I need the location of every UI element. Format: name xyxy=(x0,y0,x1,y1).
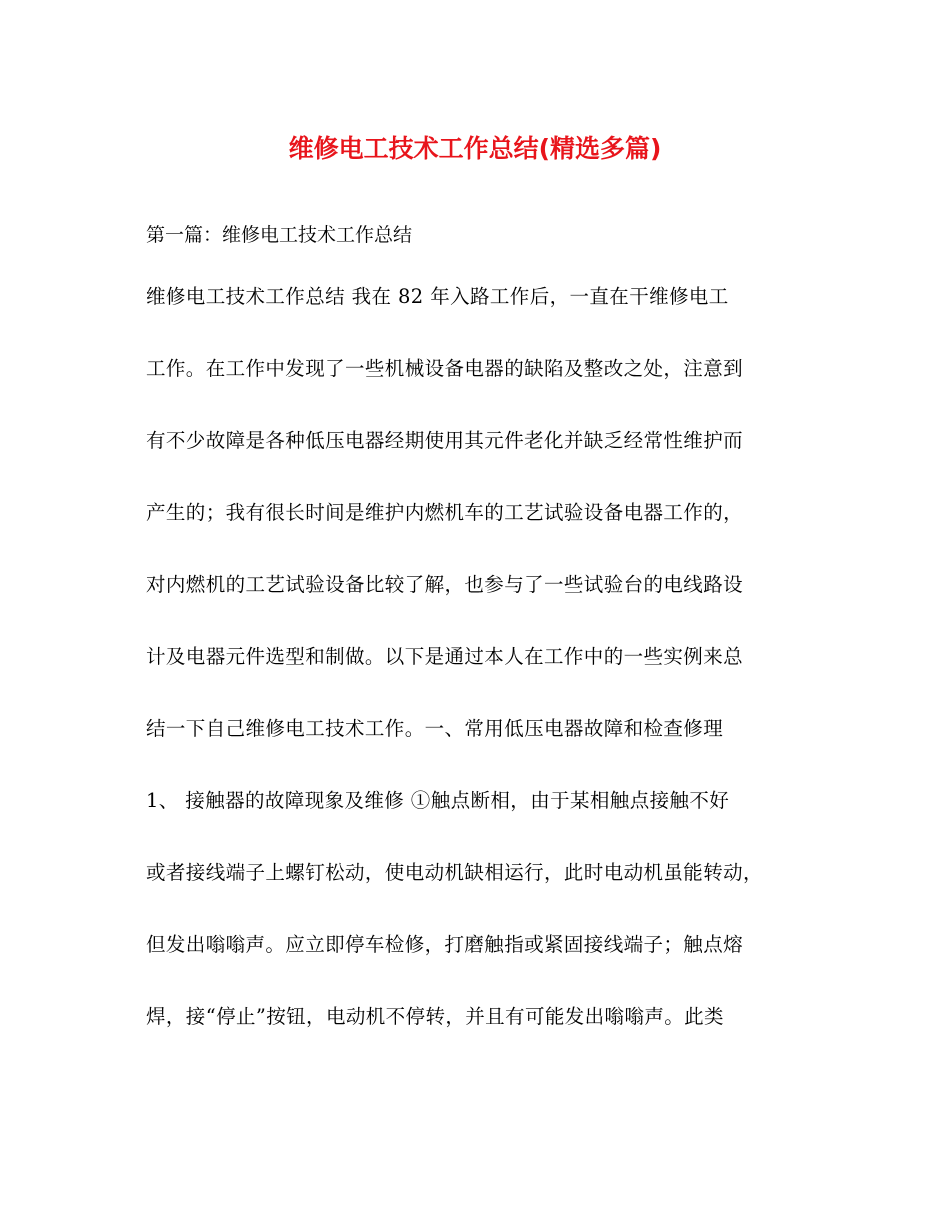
body-line: 有不少故障是各种低压电器经期使用其元件老化并缺乏经常性维护而 xyxy=(146,429,744,452)
body-line: 计及电器元件选型和制做。以下是通过本人在工作中的一些实例来总 xyxy=(146,645,744,668)
body-line: 工作。在工作中发现了一些机械设备电器的缺陷及整改之处，注意到 xyxy=(146,357,744,380)
section-heading: 第一篇：维修电工技术工作总结 xyxy=(146,224,413,246)
body-line: 或者接线端子上螺钉松动，使电动机缺相运行，此时电动机虽能转动， xyxy=(146,861,763,884)
body-line: 焊，接“停止”按钮，电动机不停转，并且有可能发出嗡嗡声。此类 xyxy=(146,1005,724,1028)
body-line: 但发出嗡嗡声。应立即停车检修，打磨触指或紧固接线端子；触点熔 xyxy=(146,933,744,956)
body-line: 结一下自己维修电工技术工作。一、常用低压电器故障和检查修理 xyxy=(146,717,724,740)
body-line: 对内燃机的工艺试验设备比较了解，也参与了一些试验台的电线路设 xyxy=(146,573,744,596)
body-line: 维修电工技术工作总结 我在 82 年入路工作后，一直在干维修电工 xyxy=(146,285,729,308)
document-title: 维修电工技术工作总结(精选多篇) xyxy=(288,134,662,163)
body-line: 产生的；我有很长时间是维护内燃机车的工艺试验设备电器工作的， xyxy=(146,501,744,524)
body-line: 1、 接触器的故障现象及维修 ①触点断相，由于某相触点接触不好 xyxy=(146,789,730,812)
